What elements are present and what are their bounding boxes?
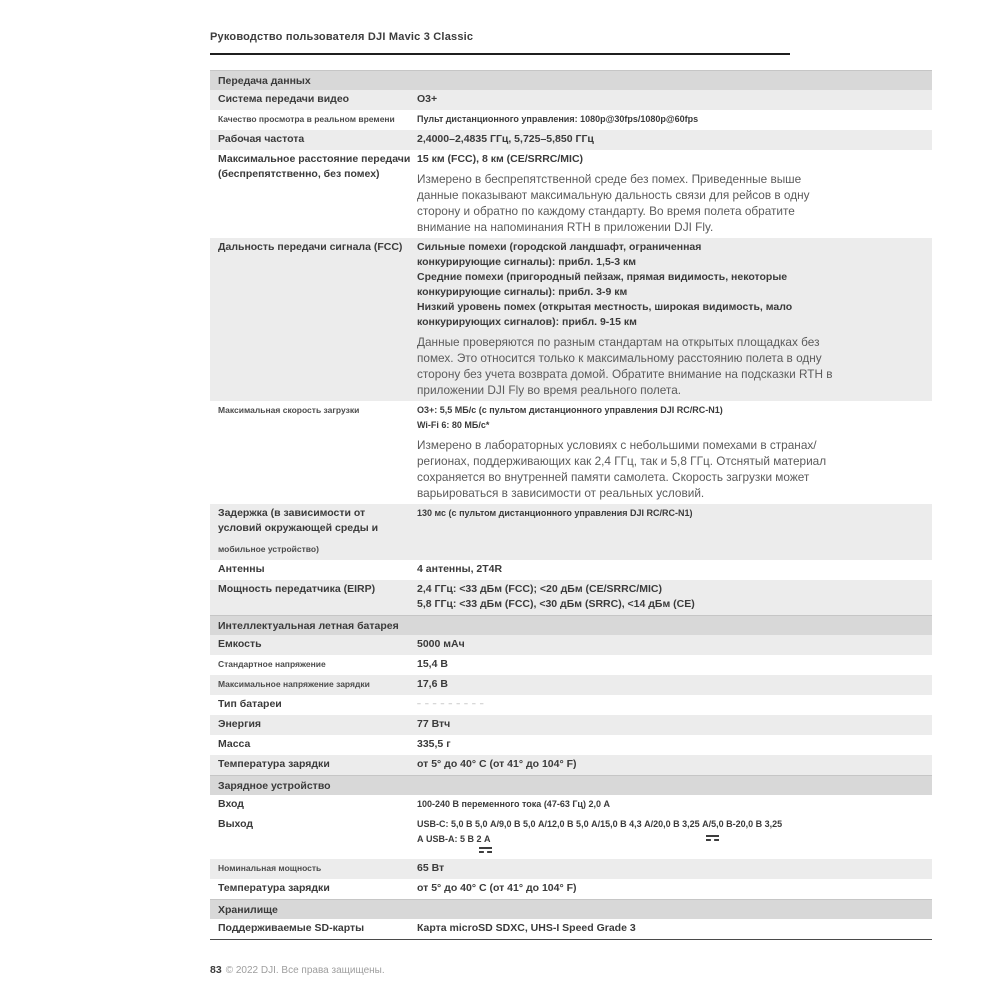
spec-label-line: Емкость [218,638,262,650]
spec-row [210,735,932,755]
spec-row [210,401,932,504]
spec-value [417,697,932,712]
spec-note-line: Измерено в лабораторных условиях с небольшими помехами в странах/ [417,438,817,452]
spec-value [417,582,932,612]
spec-label [210,817,417,856]
spec-label [210,506,417,557]
spec-value [417,861,932,876]
spec-label [210,737,417,752]
spec-value [417,92,932,107]
spec-label [210,657,417,672]
spec-label [210,582,417,612]
spec-note-line: внимание на напоминания RTH в приложении DJI Fly. [417,220,714,234]
spec-value-text: А USB-A: 5 В 2 А [417,834,491,844]
spec-label-line: Максимальная скорость загрузки [218,405,360,415]
spec-label-line: Вход [218,798,244,810]
spec-row [210,859,932,879]
spec-value [417,921,932,936]
spec-row [210,238,932,401]
spec-label-line: Антенны [218,563,265,575]
spec-row [210,110,932,130]
spec-table [210,70,932,940]
page-footer [210,964,932,976]
spec-value [417,562,932,577]
spec-label [210,861,417,876]
dc-current-icon [479,847,492,856]
spec-value-line: Карта microSD SDXC, UHS-I Speed Grade 3 [417,922,636,934]
spec-row [210,580,932,615]
spec-row [210,795,932,815]
spec-row [210,755,932,775]
spec-label-line: Энергия [218,718,262,730]
spec-row [210,560,932,580]
spec-value-line: конкурирующие сигналы): прибл. 3-9 км [417,286,628,298]
spec-value-line: 100-240 В переменного тока (47-63 Гц) 2,0 А [417,799,610,809]
spec-value-line: от 5° до 40° C (от 41° до 104° F) [417,758,577,770]
spec-value-line: USB-C: 5,0 В 5,0 А/9,0 В 5,0 А/12,0 В 5,0 А/15,0 В 4,3 А/20,0 В 3,25 А/5,0 В-20,0 В 3,25 [417,819,783,829]
spec-label [210,921,417,936]
battery-type-dash: – – – – – – – – – [417,701,485,708]
spec-value-line: 5000 мАч [417,638,465,650]
spec-label [210,797,417,812]
spec-note-line: регионах, поддерживающих как 2,4 ГГц, так и 5,8 ГГц. Отснятый материал [417,454,827,468]
spec-value [417,757,932,772]
section-title: Зарядное устройство [210,775,932,795]
spec-value-line [417,847,926,856]
spec-value [417,881,932,896]
spec-value [417,657,932,672]
spec-label-line: Поддерживаемые SD-карты [218,922,365,934]
spec-value-line: 2,4 ГГц: <33 дБм (FCC); <20 дБм (CE/SRRC/MIC) [417,583,662,595]
spec-value-line: Сильные помехи (городской ландшафт, ограниченная [417,241,702,253]
spec-note-line: варьироваться в зависимости от реальных условий. [417,486,705,500]
spec-value [417,112,932,127]
spec-row [210,675,932,695]
spec-label-line: Дальность передачи сигнала (FCC) [218,241,403,253]
spec-label-line: (беспрепятственно, без помех) [218,168,380,180]
spec-value [417,817,932,856]
spec-label-line: Температура зарядки [218,882,330,894]
spec-value [417,797,932,812]
spec-label-line: Качество просмотра в реальном времени [218,114,395,124]
spec-value-line: Wi-Fi 6: 80 МБ/с* [417,420,490,430]
spec-row [210,655,932,675]
spec-label-line: мобильное устройство) [218,544,319,554]
spec-row [210,815,932,859]
section-title: Интеллектуальная летная батарея [210,615,932,635]
spec-value [417,506,932,557]
spec-label [210,677,417,692]
spec-value [417,152,932,235]
spec-value-line [417,832,926,847]
spec-label-line: Максимальное расстояние передачи [218,153,411,165]
spec-note-line: Измерено в беспрепятственной среде без помех. Приведенные выше [417,172,802,186]
spec-label-line: Максимальное напряжение зарядки [218,679,370,689]
spec-note-line: данные показывают максимальную дальность связи для рейсов в одну [417,188,810,202]
spec-value [417,403,932,501]
spec-value [417,637,932,652]
spec-value-line: 65 Вт [417,862,445,874]
spec-row [210,919,932,939]
spec-value [417,717,932,732]
spec-value-line: Пульт дистанционного управления: 1080p@30fps/1080p@60fps [417,114,699,124]
spec-label [210,132,417,147]
spec-value-line: 15,4 В [417,658,448,670]
dc-current-icon [706,835,719,844]
spec-note-line: приложении DJI Fly во время реального полета. [417,383,682,397]
section-title: Передача данных [210,70,932,90]
page-title: Руководство пользователя DJI Mavic 3 Classic [210,31,474,43]
spec-label-line: Мощность передатчика (EIRP) [218,583,376,595]
spec-value [417,677,932,692]
spec-value-line: 335,5 г [417,738,451,750]
spec-value-line: O3+ [417,93,438,105]
spec-value-line: 17,6 В [417,678,448,690]
spec-label [210,717,417,732]
spec-row [210,715,932,735]
spec-label-line: Выход [218,818,254,830]
spec-label-line: Температура зарядки [218,758,330,770]
spec-value-line: конкурирующих сигналов): прибл. 9-15 км [417,316,637,328]
spec-note-line: помех. Это относится только к максимальному расстоянию полета в одну [417,351,822,365]
spec-value [417,240,932,398]
spec-value [417,132,932,147]
spec-value-line: 15 км (FCC), 8 км (CE/SRRC/MIC) [417,153,584,165]
spec-label [210,562,417,577]
spec-label-line: Система передачи видео [218,93,350,105]
manual-page [210,0,932,976]
spec-label [210,152,417,235]
spec-label-line: Номинальная мощность [218,863,322,873]
spec-note-line: Данные проверяются по разным стандартам на открытых площадках без [417,335,820,349]
spec-label [210,92,417,107]
spec-label [210,240,417,398]
spec-row [210,130,932,150]
spec-row [210,879,932,899]
copyright-text: © 2022 DJI. Все права защищены. [225,965,385,976]
spec-label-line: условий окружающей среды и [218,522,379,534]
spec-row [210,90,932,110]
spec-value-line: 77 Втч [417,718,451,730]
section-title: Хранилище [210,899,932,919]
page-number: 83 [210,964,222,976]
spec-row [210,635,932,655]
spec-row [210,504,932,560]
spec-value [417,737,932,752]
spec-value-line: конкурирующие сигналы): прибл. 1,5-3 км [417,256,637,268]
spec-label-line: Тип батареи [218,698,282,710]
spec-value-line: Низкий уровень помех (открытая местность, широкая видимость, мало [417,301,793,313]
spec-note-line: сторону без учета возврата домой. Обратите внимание на подсказки RTH в [417,367,833,381]
spec-value-line: 2,4000–2,4835 ГГц, 5,725–5,850 ГГц [417,133,594,145]
spec-value-line: 5,8 ГГц: <33 дБм (FCC), <30 дБм (SRRC), <14 дБм (CE) [417,598,695,610]
spec-label [210,881,417,896]
spec-label-line: Масса [218,738,251,750]
spec-note-line: сторону и обратно по каждому стандарту. Во время полета обратите [417,204,795,218]
spec-label-line: Рабочая частота [218,133,305,145]
spec-value-line: 4 антенны, 2T4R [417,563,503,575]
spec-label [210,112,417,127]
spec-value-line: Средние помехи (пригородный пейзаж, прямая видимость, некоторые [417,271,788,283]
spec-label-line: Задержка (в зависимости от [218,507,366,519]
spec-value-line: от 5° до 40° C (от 41° до 104° F) [417,882,577,894]
spec-value-line: O3+: 5,5 МБ/с (с пультом дистанционного управления DJI RC/RC-N1) [417,405,723,415]
spec-label [210,403,417,501]
spec-note-line: сохраняется во внутренней памяти самолета. Скорость загрузки может [417,470,810,484]
spec-value-line: 130 мс (с пультом дистанционного управления DJI RC/RC-N1) [417,508,693,518]
spec-label-line: Стандартное напряжение [218,659,326,669]
spec-label [210,697,417,712]
spec-row [210,695,932,715]
header-rule [210,53,790,55]
spec-label [210,637,417,652]
spec-row [210,150,932,238]
spec-label [210,757,417,772]
